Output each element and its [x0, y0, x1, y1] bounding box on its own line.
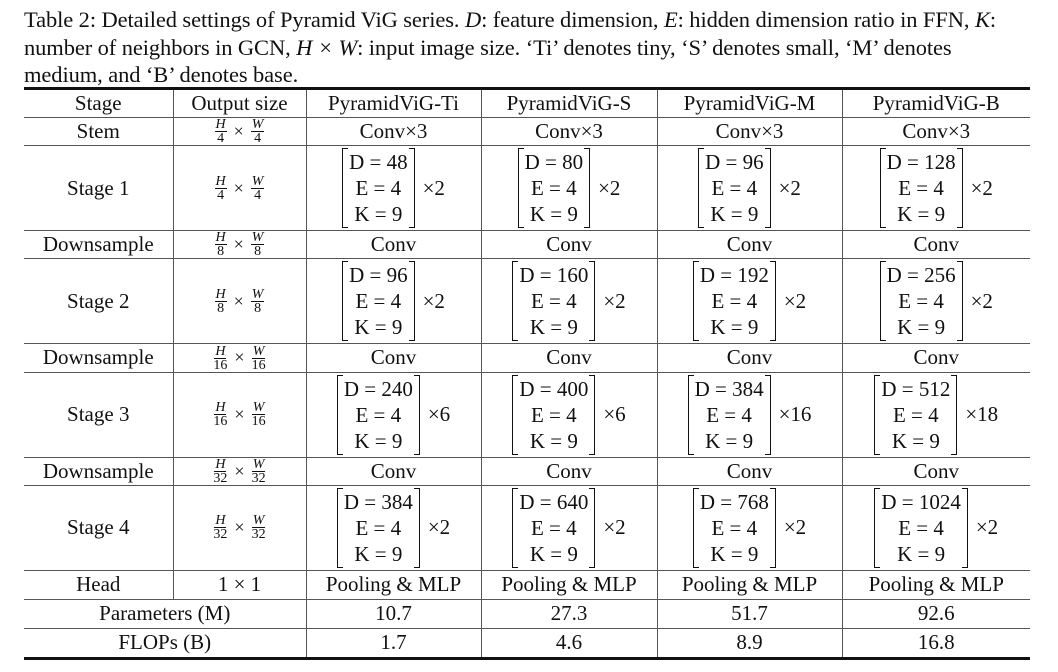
block-config-matrix: [693, 261, 806, 341]
repeat-count: ×2: [970, 288, 993, 313]
table-row-params: [24, 599, 1030, 628]
right-bracket: [414, 375, 420, 455]
repeat-count: ×2: [783, 288, 807, 313]
times-symbol: ×: [234, 347, 245, 368]
repeat-count: ×2: [970, 175, 993, 200]
block-config-matrix: [693, 488, 806, 568]
repeat-count: ×6: [427, 402, 451, 427]
row-label: Stage 4: [24, 485, 173, 570]
row-label: Head: [24, 570, 173, 599]
feature-dim: D = 80: [524, 150, 584, 175]
hidden-ratio: E = 4: [711, 515, 758, 540]
cell: Conv×3: [306, 118, 481, 146]
feature-dim: D = 128: [886, 150, 956, 175]
feature-dim: D = 640: [519, 489, 589, 514]
fraction: $\frac{H}{16}$: [213, 343, 228, 373]
fraction: $\frac{W}{4}$: [251, 173, 264, 203]
block-config-matrix: [512, 488, 625, 568]
column-header: PyramidViG-M: [657, 89, 842, 118]
caption-symbol-e: E: [663, 7, 678, 32]
block-config-matrix: [342, 261, 445, 341]
neighbors: K = 9: [354, 541, 403, 566]
caption-text: : feature dimension,: [481, 7, 664, 32]
table-row-stage3: [24, 372, 1030, 457]
neighbors: K = 9: [897, 541, 946, 566]
cell: [842, 372, 1030, 457]
fraction: $\frac{W}{8}$: [251, 230, 264, 260]
right-bracket: [957, 148, 963, 228]
times-symbol: ×: [233, 290, 244, 311]
hidden-ratio: E = 4: [892, 402, 939, 427]
neighbors: K = 9: [529, 541, 578, 566]
cell: Conv: [306, 231, 481, 259]
block-config-matrix: [874, 488, 998, 568]
right-bracket: [770, 261, 776, 341]
output-size: [173, 372, 306, 457]
cell: Conv×3: [657, 118, 842, 146]
hidden-ratio: E = 4: [530, 176, 577, 201]
fraction: $\frac{W}{4}$: [251, 117, 264, 147]
caption-text: : hidden dimension ratio in FFN,: [677, 7, 975, 32]
repeat-count: ×16: [778, 402, 812, 427]
right-bracket: [962, 488, 968, 568]
row-label: Stage 3: [24, 372, 173, 457]
right-bracket: [957, 261, 963, 341]
cell: Conv: [481, 344, 657, 372]
hidden-ratio: E = 4: [898, 289, 944, 314]
fraction: $\frac{H}{8}$: [215, 286, 226, 316]
fraction: $\frac{W}{32}$: [251, 456, 266, 486]
cell: [481, 485, 657, 570]
row-label: Stem: [24, 118, 173, 146]
hidden-ratio: E = 4: [355, 289, 402, 314]
cell: [481, 259, 657, 344]
cell: Conv: [657, 457, 842, 485]
caption-label: Table 2: Detailed settings of Pyramid ViG series.: [24, 7, 460, 32]
cell: [306, 372, 481, 457]
block-config-matrix: [874, 375, 998, 455]
repeat-count: ×2: [427, 515, 451, 540]
cell: Pooling & MLP: [657, 570, 842, 599]
fraction: $\frac{W}{16}$: [251, 400, 266, 430]
times-symbol: ×: [233, 234, 244, 255]
block-config-matrix: [512, 261, 625, 341]
cell: [842, 259, 1030, 344]
cell: Conv: [481, 231, 657, 259]
cell: [306, 146, 481, 231]
hidden-ratio: E = 4: [711, 176, 758, 201]
feature-dim: D = 192: [699, 263, 769, 288]
feature-dim: D = 384: [343, 489, 413, 514]
hidden-ratio: E = 4: [355, 402, 402, 427]
caption-symbol-hw: H × W: [296, 34, 358, 60]
table-row-down3: [24, 457, 1030, 485]
hidden-ratio: E = 4: [706, 402, 752, 427]
cell: [657, 372, 842, 457]
table-row-stage4: [24, 485, 1030, 570]
right-bracket: [584, 148, 590, 228]
row-label: Stage 2: [24, 259, 173, 344]
feature-dim: D = 768: [699, 489, 769, 514]
row-label: Parameters (M): [24, 599, 306, 628]
hidden-ratio: E = 4: [530, 289, 577, 314]
neighbors: K = 9: [529, 202, 578, 227]
fraction: $\frac{H}{8}$: [215, 230, 226, 260]
cell: Pooling & MLP: [481, 570, 657, 599]
table-row-stage1: [24, 146, 1030, 231]
feature-dim: D = 256: [886, 263, 956, 288]
fraction: $\frac{W}{32}$: [251, 513, 266, 543]
feature-dim: D = 1024: [881, 489, 961, 514]
cell: 8.9: [657, 628, 842, 658]
repeat-count: ×2: [603, 515, 626, 540]
neighbors: K = 9: [529, 315, 578, 340]
neighbors: K = 9: [529, 428, 578, 453]
hidden-ratio: E = 4: [355, 515, 402, 540]
cell: [657, 259, 842, 344]
output-size: [173, 259, 306, 344]
cell: 51.7: [657, 599, 842, 628]
feature-dim: D = 48: [349, 150, 408, 175]
feature-dim: D = 96: [705, 150, 764, 175]
times-symbol: ×: [234, 460, 245, 481]
fraction: $\frac{W}{16}$: [251, 343, 266, 373]
block-config-matrix: [342, 148, 445, 228]
cell: [481, 372, 657, 457]
repeat-count: ×2: [603, 288, 626, 313]
cell: Conv: [306, 457, 481, 485]
fraction: $\frac{H}{32}$: [213, 513, 228, 543]
column-header: PyramidViG-S: [481, 89, 657, 118]
block-config-matrix: [688, 375, 812, 455]
feature-dim: D = 384: [694, 376, 764, 401]
neighbors: K = 9: [891, 428, 940, 453]
repeat-count: ×2: [422, 288, 445, 313]
repeat-count: ×2: [598, 175, 621, 200]
header-row: [24, 89, 1030, 118]
neighbors: K = 9: [710, 541, 759, 566]
block-config-matrix: [698, 148, 801, 228]
cell: Conv: [842, 457, 1030, 485]
feature-dim: D = 512: [881, 376, 951, 401]
table-row-flops: [24, 628, 1030, 658]
right-bracket: [765, 148, 771, 228]
table-row-stage2: [24, 259, 1030, 344]
cell: [481, 146, 657, 231]
caption-text: : input image size. ‘Ti’ denotes tiny, ‘S’ denotes small, ‘M’ denotes medium, and ‘B’ denotes base.: [24, 34, 952, 87]
hidden-ratio: E = 4: [530, 515, 577, 540]
cell: [842, 146, 1030, 231]
right-bracket: [951, 375, 957, 455]
cell: [657, 485, 842, 570]
right-bracket: [589, 261, 595, 341]
fraction: $\frac{H}{4}$: [215, 117, 226, 147]
output-size: [173, 485, 306, 570]
right-bracket: [765, 375, 771, 455]
neighbors: K = 9: [705, 428, 754, 453]
caption-text: : number of neighbors in GCN,: [24, 7, 997, 60]
output-size: 1 × 1: [173, 570, 306, 599]
neighbors: K = 9: [354, 315, 403, 340]
row-label: FLOPs (B): [24, 628, 306, 658]
output-size: [173, 231, 306, 259]
hidden-ratio: E = 4: [355, 176, 402, 201]
hidden-ratio: E = 4: [530, 402, 577, 427]
table-caption: [24, 6, 1034, 89]
caption-symbol-k: K: [974, 7, 990, 32]
caption-symbol-d: D: [464, 7, 482, 32]
output-size: [173, 146, 306, 231]
neighbors: K = 9: [354, 428, 403, 453]
block-config-matrix: [512, 375, 625, 455]
block-config-matrix: [337, 375, 450, 455]
right-bracket: [414, 488, 420, 568]
cell: Pooling & MLP: [306, 570, 481, 599]
row-label: Downsample: [24, 231, 173, 259]
table-row-down1: [24, 231, 1030, 259]
cell: Conv: [842, 344, 1030, 372]
table-row-down2: [24, 344, 1030, 372]
repeat-count: ×18: [965, 402, 999, 427]
column-header: PyramidViG-B: [842, 89, 1030, 118]
cell: [657, 146, 842, 231]
block-config-matrix: [518, 148, 621, 228]
hidden-ratio: E = 4: [898, 176, 944, 201]
fraction: $\frac{W}{8}$: [251, 286, 264, 316]
cell: Conv: [657, 344, 842, 372]
right-bracket: [770, 488, 776, 568]
neighbors: K = 9: [354, 202, 403, 227]
block-config-matrix: [880, 261, 993, 341]
feature-dim: D = 240: [343, 376, 413, 401]
times-symbol: ×: [233, 121, 244, 141]
row-label: Downsample: [24, 457, 173, 485]
neighbors: K = 9: [897, 315, 946, 340]
cell: [842, 485, 1030, 570]
cell: Conv×3: [481, 118, 657, 146]
neighbors: K = 9: [710, 202, 759, 227]
fraction: $\frac{H}{32}$: [213, 456, 228, 486]
output-size: [173, 118, 306, 146]
cell: 16.8: [842, 628, 1030, 658]
repeat-count: ×6: [603, 402, 626, 427]
times-symbol: ×: [234, 517, 245, 538]
cell: 27.3: [481, 599, 657, 628]
times-symbol: ×: [234, 403, 245, 424]
repeat-count: ×2: [778, 175, 801, 200]
table-row-stem: [24, 118, 1030, 146]
cell: 1.7: [306, 628, 481, 658]
feature-dim: D = 96: [349, 263, 408, 288]
output-size: [173, 457, 306, 485]
row-label: Downsample: [24, 344, 173, 372]
cell: Conv: [657, 231, 842, 259]
cell: [306, 485, 481, 570]
cell: 10.7: [306, 599, 481, 628]
hidden-ratio: E = 4: [711, 289, 758, 314]
cell: [306, 259, 481, 344]
repeat-count: ×2: [975, 515, 999, 540]
block-config-matrix: [880, 148, 993, 228]
cell: Conv×3: [842, 118, 1030, 146]
table-row-head: [24, 570, 1030, 599]
output-size: [173, 344, 306, 372]
right-bracket: [409, 148, 415, 228]
times-symbol: ×: [233, 177, 244, 198]
fraction: $\frac{H}{4}$: [215, 173, 226, 203]
column-header: Output size: [173, 89, 306, 118]
right-bracket: [589, 488, 595, 568]
cell: Conv: [306, 344, 481, 372]
fraction: $\frac{H}{16}$: [213, 400, 228, 430]
column-header: PyramidViG-Ti: [306, 89, 481, 118]
repeat-count: ×2: [783, 515, 807, 540]
neighbors: K = 9: [897, 202, 946, 227]
neighbors: K = 9: [710, 315, 759, 340]
hidden-ratio: E = 4: [898, 515, 944, 540]
feature-dim: D = 160: [519, 263, 589, 288]
repeat-count: ×2: [422, 175, 445, 200]
settings-table: [24, 87, 1030, 660]
feature-dim: D = 400: [519, 376, 589, 401]
right-bracket: [409, 261, 415, 341]
cell: Pooling & MLP: [842, 570, 1030, 599]
right-bracket: [589, 375, 595, 455]
block-config-matrix: [337, 488, 450, 568]
cell: 92.6: [842, 599, 1030, 628]
row-label: Stage 1: [24, 146, 173, 231]
cell: Conv: [842, 231, 1030, 259]
cell: Conv: [481, 457, 657, 485]
cell: 4.6: [481, 628, 657, 658]
column-header: Stage: [74, 91, 122, 115]
